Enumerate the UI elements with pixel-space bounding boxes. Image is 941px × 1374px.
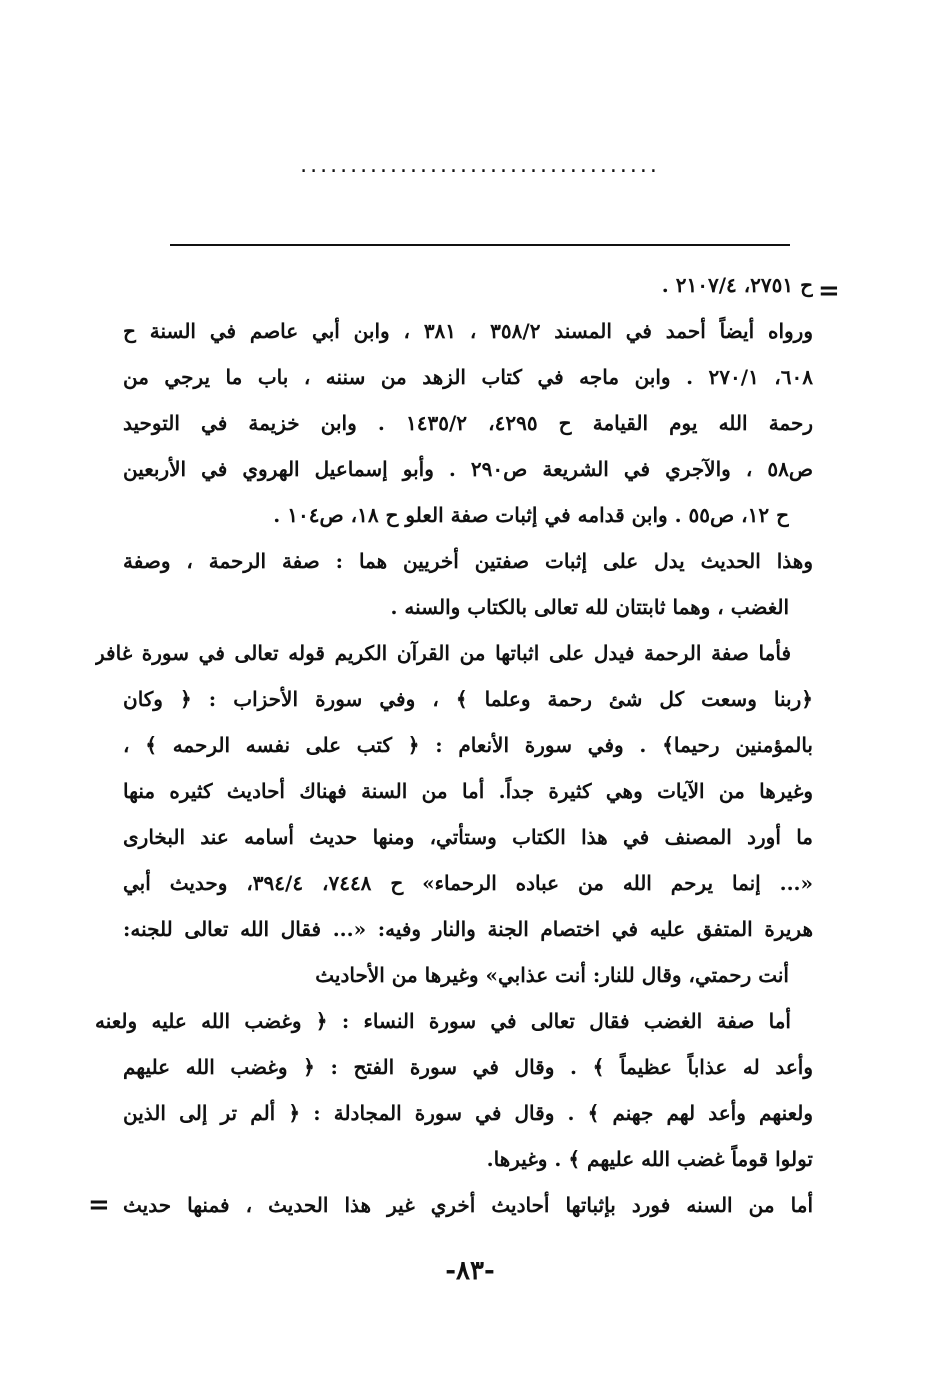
text-line-14: «... إنما يرحم الله من عباده الرحماء» ح ٧٤٤٨، ٣٩٤/٤، وحديث أبي <box>123 871 813 895</box>
text-line-7: وهذا الحديث يدل على إثبات صفتين أخريين هما : صفة الرحمة ، وصفة <box>123 549 813 573</box>
text-line-1: ح ٢٧٥١، ٢١٠٧/٤ . <box>661 273 813 297</box>
text-line-11: بالمؤمنين رحيما﴾ . وفي سورة الأنعام : ﴿ كتب على نفسه الرحمه ﴾ ، <box>123 733 813 757</box>
text-line-17: أما صفة الغضب فقال تعالى في سورة النساء : ﴿ وغضب الله عليه ولعنه <box>95 1009 791 1033</box>
text-continuation-marker: = <box>88 1190 110 1220</box>
text-line-6: ح ١٢، ص٥٥ . وابن قدامه في إثبات صفة العلو ح ١٨، ص١٠٤ . <box>273 503 789 527</box>
text-line-9: فأما صفة الرحمة فيدل على اثباتها من القرآن الكريم قوله تعالى في سورة غافر <box>95 641 791 665</box>
page-number: -٨٣- <box>445 1256 495 1286</box>
text-line-15: هريرة المتفق عليه في اختصام الجنة والنار وفيه: «... فقال الله تعالى للجنه: <box>123 917 813 941</box>
text-line-21: أما من السنه فورد بإثباتها أحاديث أخري غير هذا الحديث ، فمنها حديث <box>123 1193 813 1217</box>
text-line-5: ص٥٨ ، والآجري في الشريعة ص٢٩٠ . وأبو إسماعيل الهروي في الأربعين <box>123 457 813 481</box>
text-line-8: الغضب ، وهما ثابتتان لله تعالى بالكتاب والسنه . <box>390 595 789 619</box>
dotted-separator: .................................... <box>300 156 660 176</box>
text-line-20: تولوا قوماً غضب الله عليهم ﴾ . وغيرها. <box>486 1147 813 1171</box>
footnote-continuation-marker: = <box>818 276 840 306</box>
text-line-10: ﴿ربنا وسعت كل شئ رحمة وعلما ﴾ ، وفي سورة الأحزاب : ﴿ وكان <box>123 687 813 711</box>
text-line-19: ولعنهم وأعد لهم جهنم ﴾ . وقال في سورة المجادلة : ﴿ ألم تر إلى الذين <box>123 1101 813 1125</box>
text-line-18: وأعد له عذاباً عظيماً ﴾ . وقال في سورة الفتح : ﴿ وغضب الله عليهم <box>123 1055 813 1079</box>
text-line-4: رحمة الله يوم القيامة ح ٤٢٩٥، ١٤٣٥/٢ . وابن خزيمة في التوحيد <box>123 411 813 435</box>
text-line-2: ورواه أيضاً أحمد في المسند ٣٥٨/٢ ، ٣٨١ ، وابن أبي عاصم في السنة ح <box>123 319 813 343</box>
text-line-3: ٦٠٨، ٢٧٠/١ . وابن ماجه في كتاب الزهد من سننه ، باب ما يرجي من <box>123 365 813 389</box>
footnote-rule <box>170 244 790 246</box>
text-line-13: ما أورد المصنف في هذا الكتاب وستأتي، ومنها حديث أسامه عند البخارى <box>123 825 813 849</box>
text-line-16: أنت رحمتي، وقال للنار: أنت عذابي» وغيرها من الأحاديث <box>315 963 789 987</box>
text-line-12: وغيرها من الآيات وهي كثيرة جداً. أما من السنة فهناك أحاديث كثيره منها <box>123 779 813 803</box>
